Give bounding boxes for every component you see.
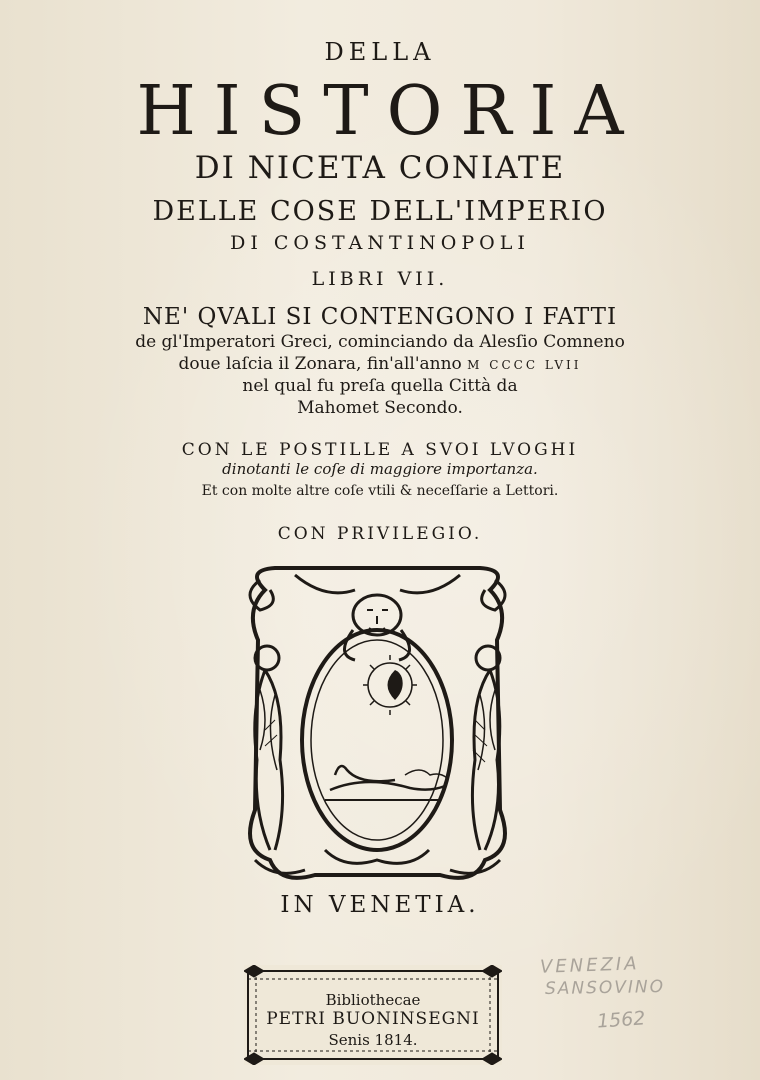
pencil-line-2: SANSOVINO (544, 976, 666, 1000)
stamp-line-3: Senis 1814. (328, 1031, 418, 1049)
title-books: LIBRI VII. (311, 268, 449, 290)
stamp-line-2: PETRI BUONINSEGNI (266, 1009, 480, 1029)
stamp-line-1: Bibliothecae (325, 991, 421, 1009)
pencil-line-1: VENEZIA (539, 953, 640, 978)
year-roman: M CCCC LVII (467, 358, 582, 372)
body-line-2 (0, 354, 760, 374)
pencil-line-3: 1562 (596, 1007, 647, 1033)
imprint: IN VENETIA. (280, 892, 480, 918)
postille-note: dinotanti le coſe di maggiore importanza. (222, 460, 538, 478)
title-subject: DELLE COSE DELL'IMPERIO (152, 196, 608, 227)
ownership-stamp (244, 965, 502, 1065)
printers-device-woodcut-icon (235, 560, 520, 890)
extra-note: Et con molte altre coſe vtili & neceſſarie a Lettori. (201, 483, 559, 499)
body-line-2-text: doue laſcia il Zonara, fin'all'anno (178, 354, 462, 374)
title-contents: NE' QVALI SI CONTENGONO I FATTI (142, 304, 618, 330)
title-della: DELLA (324, 38, 436, 66)
body-line-3: nel qual fu preſa quella Città da (242, 376, 518, 396)
privilege: CON PRIVILEGIO. (277, 524, 483, 544)
title-city: DI COSTANTINOPOLI (230, 232, 530, 254)
body-line-4: Mahomet Secondo. (297, 398, 463, 418)
body-line-1: de gl'Imperatori Greci, cominciando da Alesſio Comneno (135, 332, 625, 352)
pencil-annotation (535, 945, 735, 1045)
title-historia: HISTORIA (136, 72, 642, 151)
title-author: DI NICETA CONIATE (194, 150, 566, 186)
postille-heading: CON LE POSTILLE A SVOI LVOGHI (181, 440, 579, 460)
